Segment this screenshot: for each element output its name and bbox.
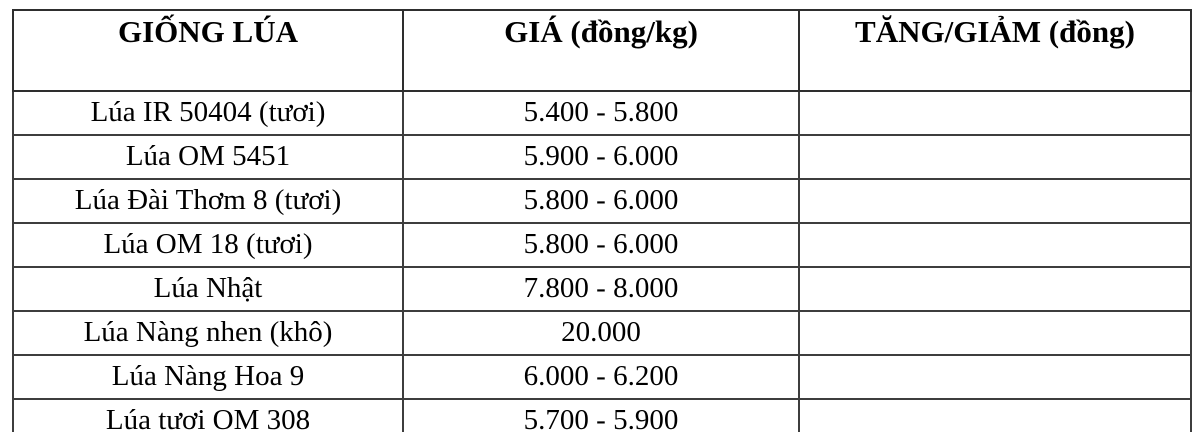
cell-change [799,311,1191,355]
cell-change [799,399,1191,432]
table-row [13,355,1191,399]
cell-price: 5.700 - 5.900 [403,399,799,432]
cell-variety: Lúa Nhật [13,267,403,311]
cell-change [799,223,1191,267]
cell-variety: Lúa OM 18 (tươi) [13,223,403,267]
column-header-change: TĂNG/GIẢM (đồng) [799,10,1191,91]
header-row [13,10,1191,91]
cell-price: 7.800 - 8.000 [403,267,799,311]
table-row [13,223,1191,267]
table-row [13,311,1191,355]
cell-change [799,267,1191,311]
cell-change [799,135,1191,179]
table-row [13,267,1191,311]
cell-variety: Lúa tươi OM 308 [13,399,403,432]
rice-price-table [12,9,1192,432]
cell-change [799,91,1191,135]
table-row [13,399,1191,432]
table-row [13,179,1191,223]
cell-price: 5.900 - 6.000 [403,135,799,179]
cell-price: 6.000 - 6.200 [403,355,799,399]
cell-price: 5.800 - 6.000 [403,223,799,267]
cell-variety: Lúa Nàng nhen (khô) [13,311,403,355]
cell-variety: Lúa Đài Thơm 8 (tươi) [13,179,403,223]
cell-price: 20.000 [403,311,799,355]
cell-variety: Lúa OM 5451 [13,135,403,179]
cell-change [799,355,1191,399]
table-row [13,91,1191,135]
column-header-variety: GIỐNG LÚA [13,10,403,91]
table-row [13,135,1191,179]
column-header-price: GIÁ (đồng/kg) [403,10,799,91]
cell-change [799,179,1191,223]
cell-variety: Lúa Nàng Hoa 9 [13,355,403,399]
cell-price: 5.800 - 6.000 [403,179,799,223]
cell-variety: Lúa IR 50404 (tươi) [13,91,403,135]
cell-price: 5.400 - 5.800 [403,91,799,135]
